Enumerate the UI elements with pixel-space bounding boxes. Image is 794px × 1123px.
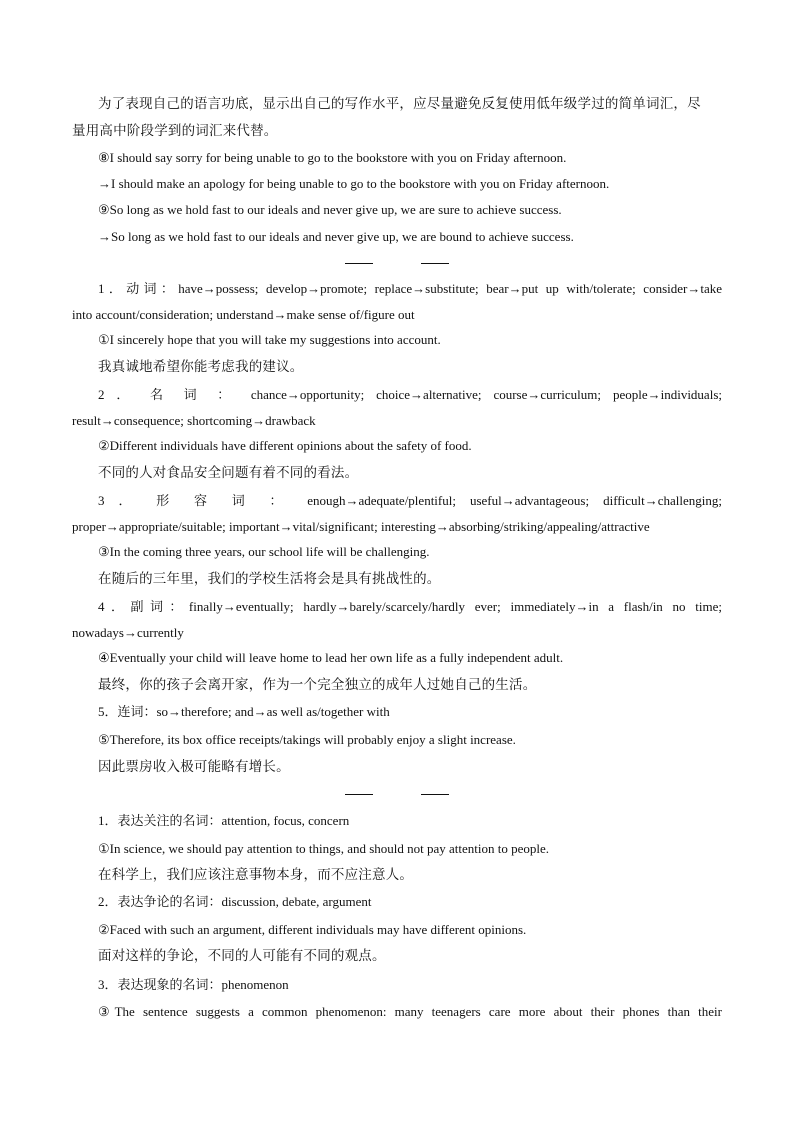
translation: 最终，你的孩子会离开家，作为一个完全独立的成年人过她自己的生活。	[98, 677, 537, 693]
example-sentence: ⑤Therefore, its box office receipts/takings will probably enjoy a slight increase.	[98, 732, 516, 747]
example-sentence: ③The sentence suggests a common phenomenon: many teenagers care more about their phones than their	[98, 1004, 722, 1019]
translation: 在随后的三年里，我们的学校生活将会是具有挑战性的。	[98, 571, 441, 587]
translation: 在科学上，我们应该注意事物本身，而不应注意人。	[98, 867, 414, 883]
vocab-item: 4．副词：finally→eventually; hardly→barely/scarcely/hardly ever; immediately→in a flash/in no time;	[98, 599, 722, 614]
example-sentence: ①In science, we should pay attention to things, and should not pay attention to people.	[98, 841, 550, 856]
vocab-item: 1．动词：have→possess; develop→promote; replace→substitute; bear→put up with/tolerate; consider→take	[98, 281, 722, 296]
vocab-item: 3 ． 形 容 词 ： enough→adequate/plentiful; useful→advantageous; difficult→challenging;	[98, 493, 722, 508]
translation: 面对这样的争论，不同的人可能有不同的观点。	[98, 948, 386, 964]
vocab-item-cont: result→consequence; shortcoming→drawback	[72, 413, 316, 428]
vocab-item: 3．表达现象的名词：phenomenon	[98, 977, 289, 992]
vocab-item: 5．连词：so→therefore; and→as well as/together with	[98, 704, 390, 719]
translation: 我真诚地希望你能考虑我的建议。	[98, 359, 304, 375]
improved-sentence: →I should make an apology for being unable to go to the bookstore with you on Friday afternoon.	[98, 176, 610, 191]
vocab-item-cont: into account/consideration; understand→make sense of/figure out	[72, 307, 415, 322]
vocab-item: 1．表达关注的名词：attention, focus, concern	[98, 813, 350, 828]
paragraph-line: 量用高中阶段学到的词汇来代替。	[72, 123, 278, 139]
translation: 不同的人对食品安全问题有着不同的看法。	[98, 465, 359, 481]
vocab-item-cont: proper→appropriate/suitable; important→vital/significant; interesting→absorbing/striking/appealing/attractive	[72, 519, 650, 534]
example-sentence: ⑧I should say sorry for being unable to go to the bookstore with you on Friday afternoon.	[98, 150, 567, 165]
section-heading	[0, 785, 794, 803]
example-sentence: ③In the coming three years, our school life will be challenging.	[98, 544, 430, 559]
vocab-item: 2．表达争论的名词：discussion, debate, argument	[98, 894, 372, 909]
improved-sentence: →So long as we hold fast to our ideals and never give up, we are bound to achieve success.	[98, 229, 574, 244]
example-sentence: ②Faced with such an argument, different individuals may have different opinions.	[98, 922, 527, 937]
section-heading	[0, 254, 794, 272]
example-sentence: ①I sincerely hope that you will take my suggestions into account.	[98, 332, 441, 347]
example-sentence: ②Different individuals have different opinions about the safety of food.	[98, 438, 472, 453]
translation: 因此票房收入极可能略有增长。	[98, 759, 290, 775]
example-sentence: ④Eventually your child will leave home to lead her own life as a fully independent adult.	[98, 650, 564, 665]
heading-rule	[345, 794, 373, 795]
vocab-item-cont: nowadays→currently	[72, 625, 184, 640]
heading-rule	[421, 263, 449, 264]
heading-rule	[421, 794, 449, 795]
example-sentence: ⑨So long as we hold fast to our ideals and never give up, we are sure to achieve success.	[98, 202, 562, 217]
vocab-item: 2 ． 名 词 ： chance→opportunity; choice→alternative; course→curriculum; people→individuals;	[98, 387, 722, 402]
heading-rule	[345, 263, 373, 264]
paragraph-line: 为了表现自己的语言功底，显示出自己的写作水平，应尽量避免反复使用低年级学过的简单词汇，尽	[98, 96, 701, 112]
